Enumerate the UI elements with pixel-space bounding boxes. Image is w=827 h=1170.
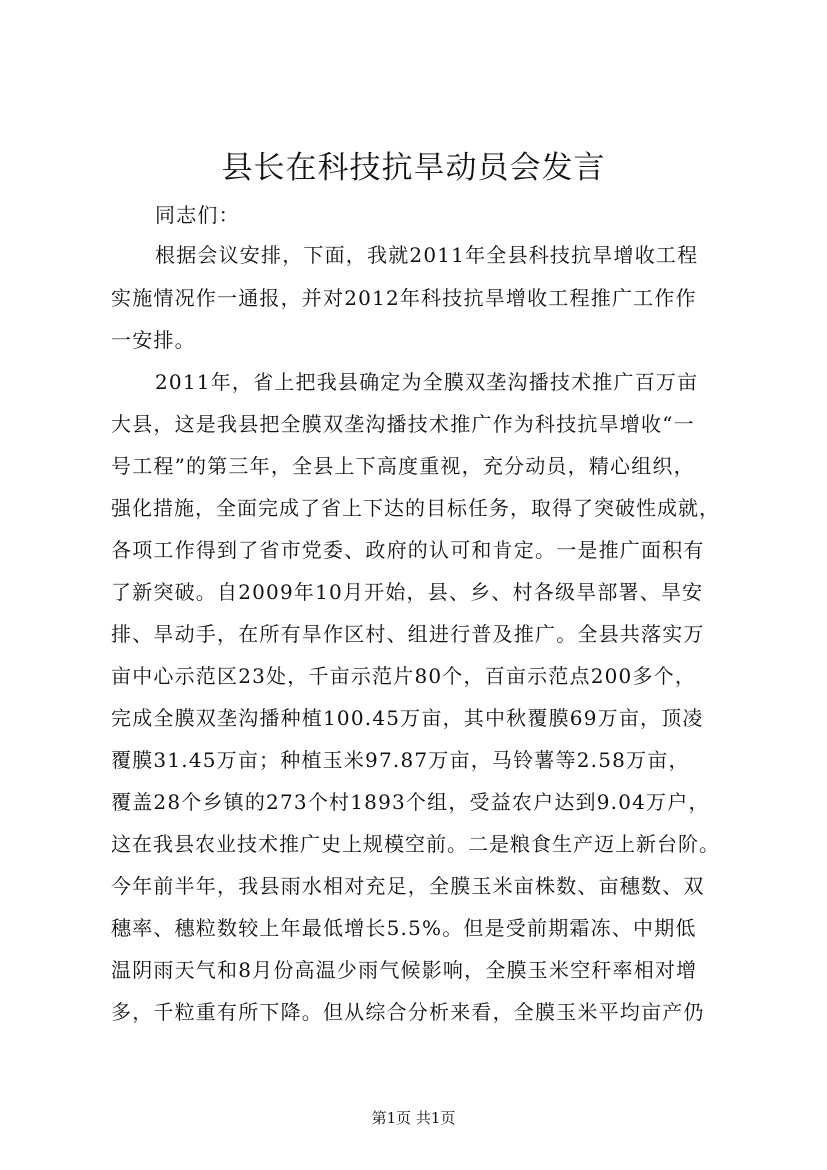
body-line: 2011年，省上把我县确定为全膜双垄沟播技术推广百万亩 xyxy=(155,370,699,394)
page-footer: 第1页 共1页 xyxy=(371,1109,456,1127)
body-line: 覆盖28个乡镇的273个村1893个组，受益农户达到9.04万户， xyxy=(111,790,710,814)
body-line: 根据会议安排，下面，我就2011年全县科技抗旱增收工程 xyxy=(155,243,699,267)
salutation-line: 同志们： xyxy=(155,203,240,227)
body-line: 实施情况作一通报，并对2012年科技抗旱增收工程推广工作作 xyxy=(111,286,697,310)
body-line: 强化措施，全面完成了省上下达的目标任务，取得了突破性成就， xyxy=(111,496,720,520)
body-line: 各项工作得到了省市党委、政府的认可和肯定。一是推广面积有 xyxy=(111,538,705,562)
body-line: 穗率、穗粒数较上年最低增长5.5%。但是受前期霜冻、中期低 xyxy=(111,916,697,940)
body-line: 完成全膜双垄沟播种植100.45万亩，其中秋覆膜69万亩，顶凌 xyxy=(111,706,704,730)
body-line: 覆膜31.45万亩；种植玉米97.87万亩，马铃薯等2.58万亩， xyxy=(111,748,690,772)
body-line: 今年前半年，我县雨水相对充足，全膜玉米亩株数、亩穗数、双 xyxy=(111,874,705,898)
body-line: 多，千粒重有所下降。但从综合分析来看，全膜玉米平均亩产仍 xyxy=(111,1000,705,1024)
body-line: 温阴雨天气和8月份高温少雨气候影响，全膜玉米空秆率相对增 xyxy=(111,958,698,982)
body-line: 这在我县农业技术推广史上规模空前。二是粮食生产迈上新台阶。 xyxy=(111,832,720,856)
body-line: 亩中心示范区23处，千亩示范片80个，百亩示范点200多个， xyxy=(111,664,697,688)
body-line: 了新突破。自2009年10月开始，县、乡、村各级旱部署、旱安 xyxy=(111,580,704,604)
body-line: 排、旱动手，在所有旱作区村、组进行普及推广。全县共落实万 xyxy=(111,622,705,646)
body-line: 号工程”的第三年，全县上下高度重视，充分动员，精心组织， xyxy=(111,454,695,478)
body-line: 大县，这是我县把全膜双垄沟播技术推广作为科技抗旱增收“一 xyxy=(111,412,695,436)
document-title: 县长在科技抗旱动员会发言 xyxy=(221,150,606,186)
body-line: 一安排。 xyxy=(111,328,196,352)
